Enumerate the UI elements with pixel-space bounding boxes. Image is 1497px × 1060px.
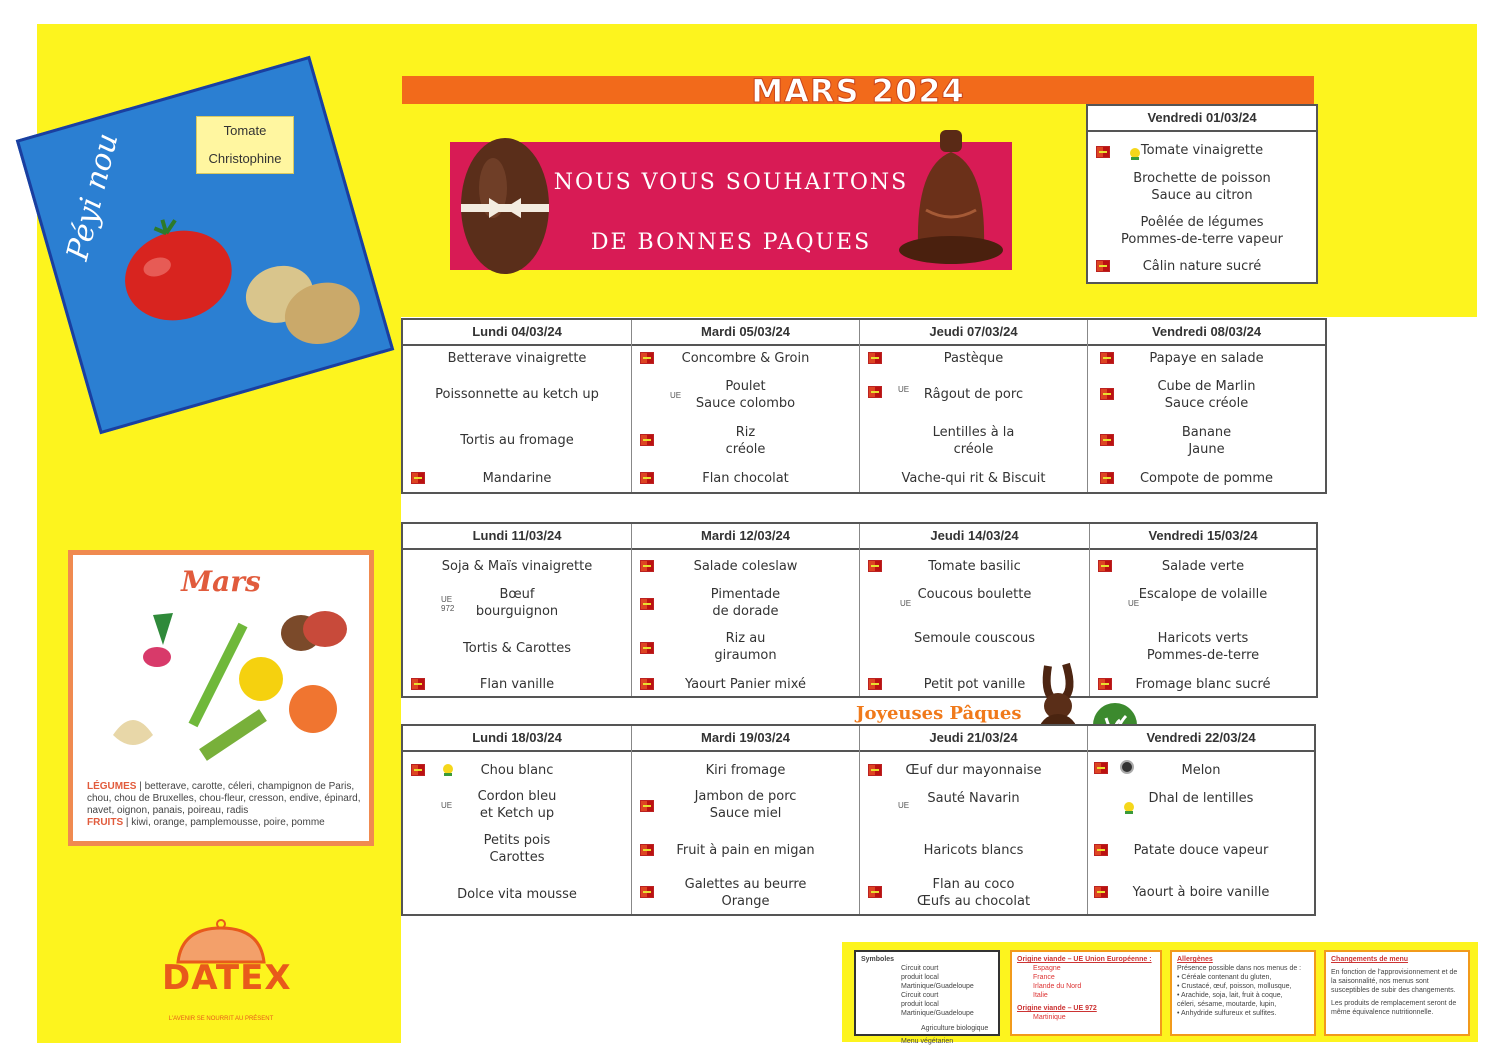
menu-item: Betterave vinaigrette [447, 351, 587, 366]
legend-symbols-title: Symboles [861, 956, 895, 963]
menu-item: Melon [1181, 763, 1221, 778]
menu-day-jeudi [859, 726, 1087, 914]
menu-item: Flan vanille [479, 677, 555, 692]
legend-allergenes [1170, 950, 1316, 1036]
menu-item: Riz créole [725, 425, 766, 457]
menu-item: Cordon bleu et Ketch up [477, 789, 557, 821]
menu-item: Tortis & Carottes [463, 641, 571, 656]
menu-item: Papaye en salade [1149, 351, 1264, 366]
menu-day-vendredi [1087, 320, 1325, 492]
menu-item: Haricots verts Pommes-de-terre [1146, 631, 1260, 663]
day-header: Lundi 11/03/24 [403, 524, 631, 550]
datex-tagline: L'AVENIR SE NOURRIT AU PRÉSENT [168, 1016, 274, 1022]
legend-line: Agriculture biologique [921, 1025, 989, 1032]
page-title: MARS 2024 [751, 72, 965, 110]
menu-item: Coucous boulette [917, 587, 1032, 602]
legend-line: Circuit court [901, 992, 939, 999]
legend-line: • Céréale contenant du gluten, [1177, 974, 1272, 981]
legend-line: Circuit court [901, 965, 939, 972]
origin-country: Espagne [1033, 965, 1061, 972]
menu-item: Poissonnette au ketch up [435, 387, 599, 402]
banner-line-1: NOUS VOUS SOUHAITONS [553, 170, 909, 195]
menu-item: Poêlée de légumes Pommes-de-terre vapeur [1121, 215, 1283, 247]
legend-line: • Anhydride sulfureux et sulfites. [1177, 1010, 1277, 1017]
fruits-label: FRUITS [87, 817, 124, 828]
ue-origin-label: UE [441, 595, 453, 604]
day-header: Vendredi 01/03/24 [1088, 106, 1316, 132]
day-header: Vendredi 08/03/24 [1088, 320, 1325, 346]
seasonal-card-title: Mars [181, 565, 261, 598]
menu-item: Banane Jaune [1181, 425, 1232, 457]
chocolate-bell-image [896, 126, 1006, 276]
ue-origin-label: UE [900, 599, 912, 608]
menu-item: Salade verte [1161, 559, 1245, 574]
legend-allergenes-title: Allergènes [1177, 956, 1213, 963]
menu-item: Salade coleslaw [693, 559, 798, 574]
menu-item: Câlin nature sucré [1142, 259, 1262, 274]
menu-item: Galettes au beurre Orange [684, 877, 807, 909]
menu-item: Yaourt à boire vanille [1132, 885, 1270, 900]
menu-item: Cube de Marlin Sauce créole [1157, 379, 1256, 411]
ue-origin-label: UE [441, 801, 453, 810]
menu-item: Yaourt Panier mixé [685, 677, 806, 692]
origin-country: Martinique [1033, 1014, 1066, 1021]
legumes-label: LÉGUMES [87, 781, 137, 792]
menu-item: Tomate basilic [928, 559, 1021, 574]
menu-item: Sauté Navarin [927, 791, 1020, 806]
seasonal-card-text: LÉGUMES | betterave, carotte, céleri, champignon de Paris, chou, chou de Bruxelles, chou-fleur, cresson, endive, épinard, navet, oignon, panais, poireau, radis FRUITS | kiwi, orange, pamplemousse, poire, pomme [87, 781, 361, 828]
menu-item: Patate douce vapeur [1133, 843, 1269, 858]
menu-day-mardi [631, 524, 859, 696]
seasonal-card [68, 550, 374, 846]
menu-item: Pastèque [943, 351, 1004, 366]
menu-item: Tortis au fromage [460, 433, 574, 448]
peyi-nou-label [196, 116, 294, 174]
legend-panel [842, 942, 1478, 1045]
day-header: Mardi 19/03/24 [632, 726, 859, 752]
legend-line: produit local Martinique/Guadeloupe [901, 1001, 974, 1017]
peyi-nou-heading: Péyi nou [60, 129, 126, 264]
day-header: Vendredi 22/03/24 [1088, 726, 1314, 752]
day-header: Lundi 04/03/24 [403, 320, 631, 346]
menu-item: Râgout de porc [923, 387, 1024, 402]
menu-item: Jambon de porc Sauce miel [694, 789, 797, 821]
ue-origin-label: UE [898, 801, 910, 810]
menu-day-vendredi-01 [1086, 104, 1318, 284]
origin-country: Italie [1033, 992, 1048, 999]
menu-item: Riz au giraumon [714, 631, 777, 663]
ue-origin-label: UE [898, 385, 910, 394]
legend-line: Menu végétarien [901, 1038, 954, 1045]
day-header: Jeudi 14/03/24 [860, 524, 1089, 550]
menu-item: Lentilles à la créole [932, 425, 1015, 457]
ue-origin-label: UE [1128, 599, 1140, 608]
legend-line: Les produits de remplacement seront de même équivalence nutritionnelle. [1331, 1000, 1457, 1016]
menu-day-lundi [403, 320, 631, 492]
legend-symbols [854, 950, 1000, 1045]
legumes-list: betterave, carotte, céleri, champignon de Paris, chou, chou de Bruxelles, chou-fleur, cresson, endive, épinard, navet, oignon, panais, poireau, radis [87, 781, 361, 816]
menu-item: Semoule couscous [913, 631, 1036, 646]
legend-origine-title-2: Origine viande – UE 972 [1017, 1005, 1097, 1012]
legend-line: produit local Martinique/Guadeloupe [901, 974, 974, 990]
legend-line: Présence possible dans nos menus de : [1177, 965, 1302, 972]
origin-country: Irlande du Nord [1033, 983, 1082, 990]
menu-item: Poulet Sauce colombo [695, 379, 796, 411]
joyeuses-paques-text: Joyeuses Pâques [856, 703, 1022, 724]
menu-item: Petits pois Carottes [483, 833, 551, 865]
menu-day-jeudi [859, 320, 1087, 492]
menu-week-2 [401, 522, 1318, 698]
menu-item: Flan au coco Œufs au chocolat [916, 877, 1031, 909]
menu-day-mardi [631, 726, 859, 914]
menu-item: Soja & Maïs vinaigrette [441, 559, 593, 574]
chocolate-egg-image [455, 128, 555, 278]
menu-item: Dhal de lentilles [1148, 791, 1254, 806]
legend-line: • Crustacé, œuf, poisson, mollusque, [1177, 983, 1292, 990]
legend-changements-title: Changements de menu [1331, 956, 1409, 963]
legend-line: • Arachide, soja, lait, fruit à coque, [1177, 992, 1283, 999]
legend-origine-title: Origine viande – UE Union Européenne : [1017, 956, 1152, 963]
menu-item: Petit pot vanille [923, 677, 1026, 692]
menu-item: Brochette de poisson Sauce au citron [1133, 171, 1271, 203]
menu-item: Compote de pomme [1139, 471, 1274, 486]
menu-item: Dolce vita mousse [457, 887, 577, 902]
datex-wordmark: DATEX [162, 958, 292, 998]
menu-item: Fruit à pain en migan [676, 843, 815, 858]
menu-day-vendredi [1089, 524, 1316, 696]
menu-item: Vache-qui rit & Biscuit [901, 471, 1046, 486]
fruits-list: kiwi, orange, pamplemousse, poire, pomme [131, 817, 325, 828]
menu-item: Flan chocolat [702, 471, 789, 486]
banner-line-2: DE BONNES PAQUES [590, 230, 872, 255]
day-header: Vendredi 15/03/24 [1090, 524, 1316, 550]
origin-country: France [1033, 974, 1055, 981]
menu-item: Pimentade de dorade [710, 587, 781, 619]
vegetables-illustration [93, 605, 355, 775]
day-header: Mardi 12/03/24 [632, 524, 859, 550]
menu-item: Mandarine [482, 471, 552, 486]
menu-item: Concombre & Groin [681, 351, 810, 366]
christophine-image [230, 234, 376, 373]
menu-week-1 [401, 318, 1327, 494]
peyi-label-tomate: Tomate [223, 123, 267, 138]
menu-day-lundi [403, 726, 631, 914]
menu-item: Kiri fromage [705, 763, 786, 778]
menu-item: Tomate vinaigrette [1140, 143, 1264, 158]
legend-origine [1010, 950, 1162, 1036]
menu-item: Fromage blanc sucré [1135, 677, 1271, 692]
day-header: Lundi 18/03/24 [403, 726, 631, 752]
menu-item: Haricots blancs [923, 843, 1024, 858]
menu-item: Escalope de volaille [1138, 587, 1268, 602]
day-header: Jeudi 07/03/24 [860, 320, 1087, 346]
menu-item: Chou blanc [480, 763, 554, 778]
datex-logo [162, 918, 292, 1028]
menu-item: Bœuf bourguignon [475, 587, 559, 619]
menu-day-lundi [403, 524, 631, 696]
menu-day-mardi [631, 320, 859, 492]
ue-972-label: 972 [441, 604, 455, 613]
legend-changements [1324, 950, 1470, 1036]
peyi-label-christophine: Christophine [208, 151, 282, 166]
legend-line: En fonction de l'approvisionnement et de la saisonnalité, nos menus sont susceptibles de subir des changements. [1331, 969, 1458, 994]
menu-week-3 [401, 724, 1316, 916]
tomato-image [106, 199, 252, 338]
menu-day-vendredi [1087, 726, 1314, 914]
ue-origin-label: UE [670, 391, 682, 400]
legend-line: céleri, sésame, moutarde, lupin, [1177, 1001, 1277, 1008]
menu-item: Œuf dur mayonnaise [905, 763, 1042, 778]
day-header: Jeudi 21/03/24 [860, 726, 1087, 752]
day-header: Mardi 05/03/24 [632, 320, 859, 346]
